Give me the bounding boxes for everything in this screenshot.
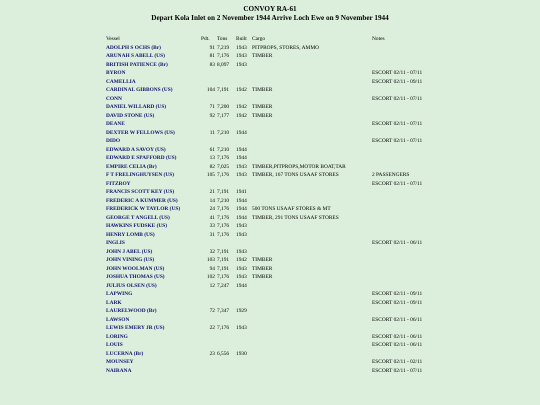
- built-cell: 1944: [236, 197, 247, 204]
- vessel-name: LUCERNA (Br): [106, 350, 144, 357]
- vessel-name: LARK: [106, 299, 122, 306]
- tons-cell: 7,347: [217, 308, 230, 314]
- built-cell: 1943: [236, 248, 247, 255]
- vessel-name: DANIEL WILLARD (US): [106, 104, 167, 110]
- table-row: [0, 163, 540, 172]
- table-row: [0, 188, 540, 197]
- vessel-name: HAWKINS FUDSKE (US): [106, 223, 168, 229]
- table-row: [0, 197, 540, 206]
- table-row: [0, 367, 540, 376]
- header-notes: Notes: [372, 36, 385, 42]
- notes-cell: ESCORT 02/11 - 09/11: [372, 299, 423, 306]
- tons-cell: 7,176: [217, 325, 230, 331]
- table-row: [0, 324, 540, 333]
- pdt-cell: 81: [209, 53, 215, 59]
- built-cell: 1943: [236, 61, 247, 68]
- notes-cell: ESCORT 02/11 - 07/11: [372, 121, 423, 127]
- notes-cell: ESCORT 02/11 - 06/11: [372, 342, 423, 348]
- vessel-name: CONN: [106, 95, 122, 102]
- table-row: [0, 180, 540, 189]
- cargo-cell: 500 TONS USAAF STORES & MT: [252, 206, 331, 212]
- pdt-cell: 22: [209, 325, 215, 331]
- table-row: [0, 112, 540, 121]
- convoy-table: [0, 35, 540, 375]
- built-cell: 1944: [236, 155, 247, 161]
- page-title: CONVOY RA-61: [243, 5, 297, 13]
- table-row: [0, 299, 540, 308]
- pdt-cell: 91: [209, 44, 215, 51]
- vessel-name: F T FRELINGHUYSEN (US): [106, 172, 175, 178]
- notes-cell: ESCORT 02/11 - 07/11: [372, 180, 423, 187]
- vessel-name: NAIRANA: [106, 367, 132, 374]
- table-row: [0, 350, 540, 359]
- vessel-name: JOHN VINING (US): [106, 257, 155, 263]
- vessel-name: EMPIRE CELIA (Br): [106, 163, 157, 170]
- vessel-name: HENRY LOMB (US): [106, 231, 155, 238]
- built-cell: 1942: [236, 87, 247, 93]
- header-cargo: Cargo: [252, 36, 266, 42]
- built-cell: 1944: [236, 129, 247, 136]
- pdt-cell: 82: [209, 163, 215, 170]
- pdt-cell: 102: [206, 274, 215, 280]
- built-cell: 1941: [236, 189, 247, 195]
- built-cell: 1944: [236, 206, 247, 212]
- tons-cell: 7,191: [217, 87, 230, 93]
- header-built: Built: [236, 36, 247, 42]
- pdt-cell: 41: [209, 214, 215, 221]
- vessel-name: LOUIS: [106, 342, 123, 348]
- table-row: [0, 290, 540, 299]
- notes-cell: 2 PASSENGERS: [372, 172, 410, 178]
- built-cell: 1943: [236, 231, 247, 238]
- tons-cell: 7,210: [217, 129, 230, 136]
- table-row: [0, 222, 540, 231]
- pdt-cell: 14: [209, 197, 215, 204]
- vessel-name: DIDO: [106, 138, 121, 144]
- vessel-name: FRANCIS SCOTT KEY (US): [106, 189, 175, 195]
- notes-cell: ESCORT 02/11 - 06/11: [372, 240, 423, 246]
- tons-cell: 7,025: [217, 163, 230, 170]
- vessel-name: ADOLPH S OCHS (Br): [106, 44, 161, 51]
- tons-cell: 7,191: [217, 265, 230, 272]
- pdt-cell: 105: [206, 172, 215, 178]
- table-row: [0, 137, 540, 146]
- pdt-cell: 92: [209, 112, 215, 119]
- table-row: [0, 239, 540, 248]
- tons-cell: 7,176: [217, 231, 230, 238]
- vessel-name: LAPWING: [106, 291, 133, 297]
- notes-cell: ESCORT 02/11 - 07/11: [372, 70, 423, 76]
- pdt-cell: 33: [209, 223, 215, 229]
- tons-cell: 7,176: [217, 53, 230, 59]
- tons-cell: 7,176: [217, 214, 230, 221]
- vessel-name: JULIUS OLSEN (US): [106, 282, 157, 289]
- built-cell: 1943: [236, 53, 247, 59]
- table-row: [0, 61, 540, 70]
- vessel-name: DAVID STONE (US): [106, 112, 155, 119]
- table-row: [0, 171, 540, 180]
- table-header-row: [0, 35, 540, 44]
- table-row: [0, 103, 540, 112]
- built-cell: 1943: [236, 223, 247, 229]
- vessel-name: CAMELLIA: [106, 78, 136, 85]
- notes-cell: ESCORT 02/11 - 02/11: [372, 359, 423, 365]
- vessel-name: INGLIS: [106, 240, 125, 246]
- tons-cell: 7,191: [217, 248, 230, 255]
- pdt-cell: 72: [209, 308, 215, 314]
- page-header: [0, 0, 540, 23]
- tons-cell: 7,210: [217, 197, 230, 204]
- table-row: [0, 44, 540, 53]
- built-cell: 1943: [236, 265, 247, 272]
- vessel-name: JOHN WOOLMAN (US): [106, 265, 165, 272]
- table-row: [0, 265, 540, 274]
- vessel-name: BYRON: [106, 70, 126, 76]
- vessel-name: LAWSON: [106, 316, 130, 323]
- table-row: [0, 358, 540, 367]
- table-row: [0, 52, 540, 61]
- tons-cell: 8,097: [217, 61, 230, 68]
- vessel-name: DEANE: [106, 121, 125, 127]
- built-cell: 1944: [236, 282, 247, 289]
- table-row: [0, 129, 540, 138]
- tons-cell: 7,176: [217, 172, 230, 178]
- vessel-name: FREDERICK W TAYLOR (US): [106, 206, 181, 212]
- notes-cell: ESCORT 02/11 - 07/11: [372, 138, 423, 144]
- pdt-cell: 11: [209, 129, 215, 136]
- table-row: [0, 273, 540, 282]
- cargo-cell: TIMBER, 167 TONS USAAF STORES: [252, 172, 339, 178]
- tons-cell: 7,191: [217, 189, 230, 195]
- header-tons: Tons: [217, 36, 228, 42]
- table-row: [0, 95, 540, 104]
- built-cell: 1930: [236, 350, 247, 357]
- table-row: [0, 316, 540, 325]
- pdt-cell: 103: [206, 257, 215, 263]
- header-vessel: Vessel: [106, 36, 120, 42]
- table-row: [0, 78, 540, 87]
- table-row: [0, 333, 540, 342]
- vessel-name: EDWARD E SPAFFORD (US): [106, 155, 177, 161]
- notes-cell: ESCORT 02/11 - 09/11: [372, 78, 423, 85]
- notes-cell: ESCORT 02/11 - 06/11: [372, 333, 423, 340]
- table-row: [0, 205, 540, 214]
- cargo-cell: TIMBER: [252, 53, 273, 59]
- built-cell: 1944: [236, 146, 247, 153]
- tons-cell: 7,210: [217, 146, 230, 153]
- pdt-cell: 61: [209, 146, 215, 153]
- cargo-cell: TIMBER: [252, 104, 273, 110]
- cargo-cell: PITPROPS, STORES, AMMO: [252, 44, 320, 51]
- built-cell: 1943: [236, 172, 247, 178]
- built-cell: 1943: [236, 163, 247, 170]
- page-subtitle: Depart Kola Inlet on 2 November 1944 Arrive Loch Ewe on 9 November 1944: [151, 14, 389, 22]
- pdt-cell: 24: [209, 206, 215, 212]
- tons-cell: 7,200: [217, 104, 230, 110]
- pdt-cell: 94: [209, 265, 215, 272]
- tons-cell: 7,176: [217, 206, 230, 212]
- table-row: [0, 214, 540, 223]
- cargo-cell: TIMBER, 291 TONS USAAF STORES: [252, 214, 339, 221]
- vessel-name: LORING: [106, 333, 128, 340]
- tons-cell: 7,219: [217, 44, 230, 51]
- vessel-name: LEWIS EMERY JR (US): [106, 325, 165, 331]
- built-cell: 1943: [236, 325, 247, 331]
- built-cell: 1929: [236, 308, 247, 314]
- cargo-cell: TIMBER: [252, 265, 273, 272]
- cargo-cell: TIMBER: [252, 274, 273, 280]
- built-cell: 1943: [236, 44, 247, 51]
- cargo-cell: TIMBER: [252, 257, 273, 263]
- header-pdt: Pdt.: [201, 36, 210, 42]
- notes-cell: ESCORT 02/11 - 09/11: [372, 291, 423, 297]
- pdt-cell: 32: [209, 248, 215, 255]
- tons-cell: 7,191: [217, 257, 230, 263]
- vessel-name: MOUNSEY: [106, 359, 134, 365]
- notes-cell: ESCORT 02/11 - 06/11: [372, 316, 423, 323]
- tons-cell: 7,176: [217, 274, 230, 280]
- built-cell: 1942: [236, 257, 247, 263]
- table-row: [0, 69, 540, 78]
- cargo-cell: TIMBER,PITPROPS,MOTOR BOAT,TAR: [252, 163, 346, 170]
- vessel-name: DEXTER W FELLOWS (US): [106, 129, 175, 136]
- notes-cell: ESCORT 02/11 - 07/11: [372, 367, 423, 374]
- vessel-name: EDWARD A SAVOY (US): [106, 146, 166, 153]
- vessel-name: BRITISH PATIENCE (Br): [106, 61, 168, 68]
- vessel-name: GEORGE T ANGELL (US): [106, 214, 170, 221]
- tons-cell: 7,247: [217, 282, 230, 289]
- tons-cell: 7,176: [217, 223, 230, 229]
- vessel-name: FITZROY: [106, 180, 131, 187]
- vessel-name: ARUNAH S ABELL (US): [106, 53, 165, 59]
- table-row: [0, 146, 540, 155]
- pdt-cell: 12: [209, 282, 215, 289]
- tons-cell: 6,556: [217, 350, 230, 357]
- built-cell: 1942: [236, 112, 247, 119]
- cargo-cell: TIMBER: [252, 112, 273, 119]
- built-cell: 1942: [236, 104, 247, 110]
- vessel-name: JOSHUA THOMAS (US): [106, 274, 165, 280]
- table-row: [0, 256, 540, 265]
- table-body: [0, 44, 540, 376]
- pdt-cell: 13: [209, 155, 215, 161]
- pdt-cell: 83: [209, 61, 215, 68]
- table-row: [0, 86, 540, 95]
- pdt-cell: 71: [209, 104, 215, 110]
- pdt-cell: 21: [209, 189, 215, 195]
- notes-cell: ESCORT 02/11 - 07/11: [372, 95, 423, 102]
- pdt-cell: 104: [206, 87, 215, 93]
- tons-cell: 7,176: [217, 155, 230, 161]
- pdt-cell: 31: [209, 231, 215, 238]
- table-row: [0, 282, 540, 291]
- vessel-name: JOHN J ABEL (US): [106, 248, 153, 255]
- pdt-cell: 23: [209, 350, 215, 357]
- tons-cell: 7,177: [217, 112, 230, 119]
- table-row: [0, 154, 540, 163]
- cargo-cell: TIMBER: [252, 87, 273, 93]
- built-cell: 1943: [236, 274, 247, 280]
- vessel-name: FREDERIC A KUMMER (US): [106, 197, 178, 204]
- vessel-name: LAURELWOOD (Br): [106, 308, 157, 314]
- vessel-name: CARDINAL GIBBONS (US): [106, 87, 173, 93]
- table-row: [0, 120, 540, 129]
- table-row: [0, 341, 540, 350]
- table-row: [0, 307, 540, 316]
- built-cell: 1944: [236, 214, 247, 221]
- table-row: [0, 231, 540, 240]
- table-row: [0, 248, 540, 257]
